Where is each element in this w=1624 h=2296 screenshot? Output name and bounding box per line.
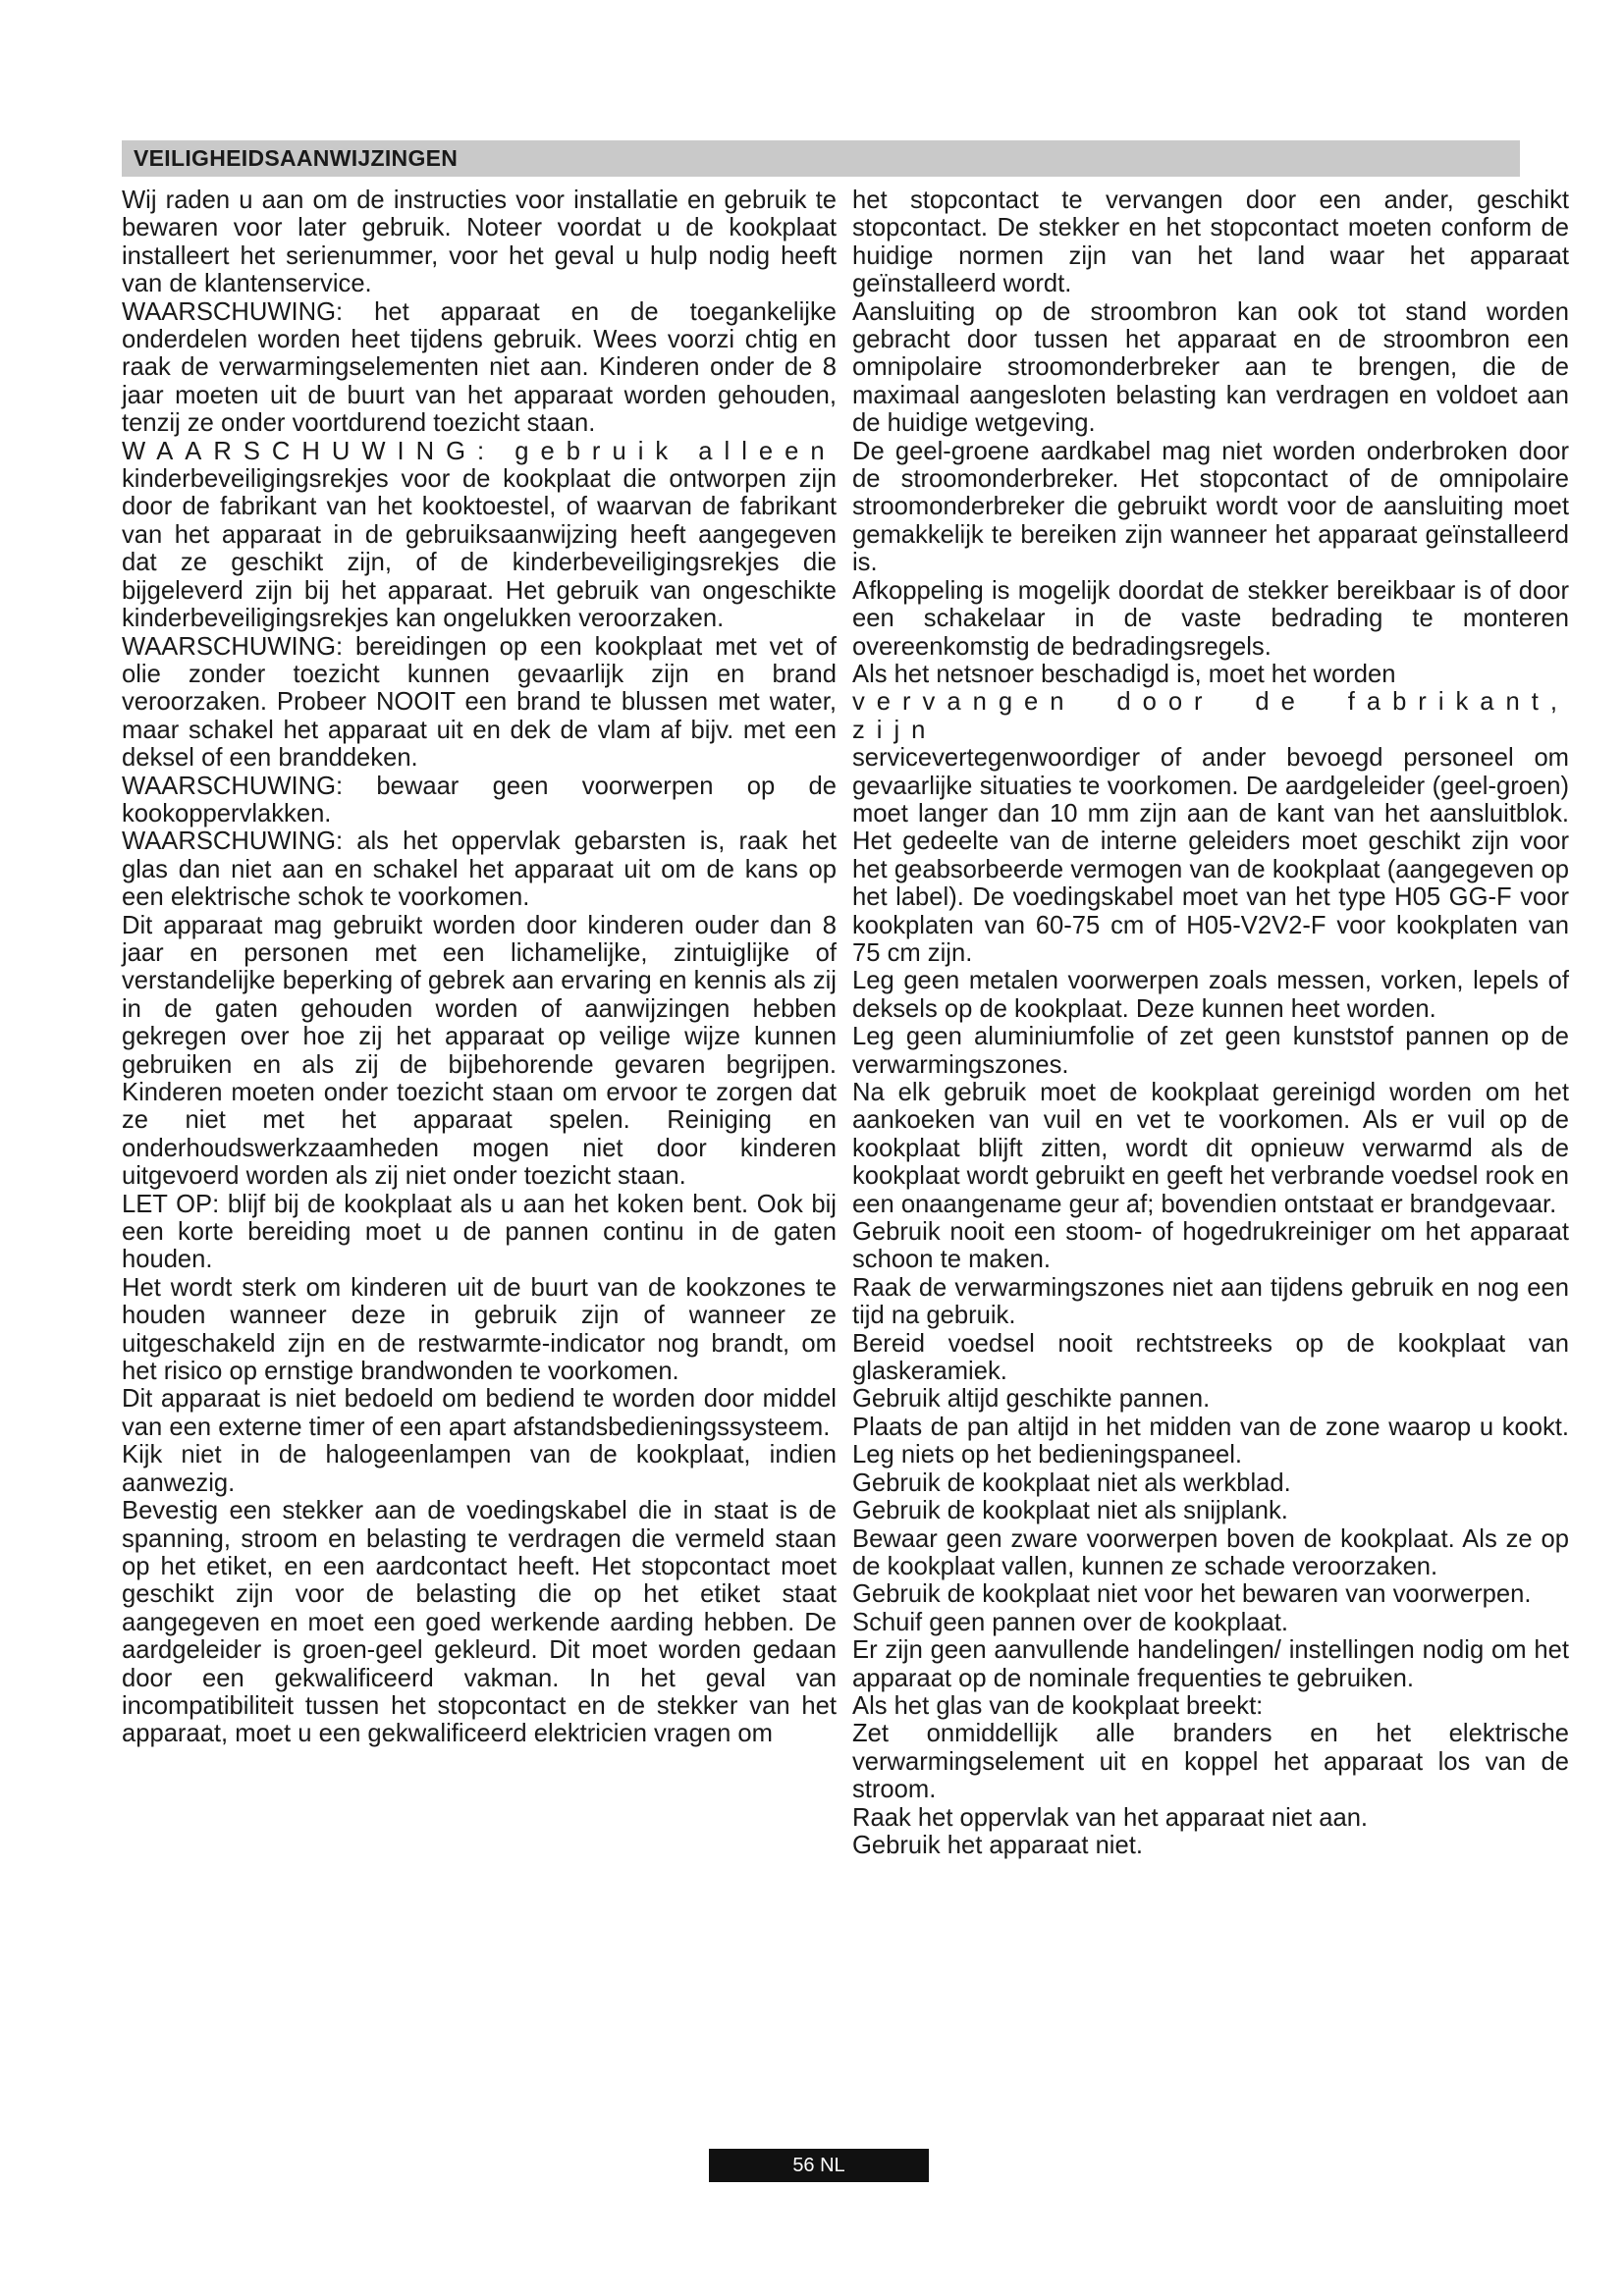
paragraph: Er zijn geen aanvullende handelingen/ instellingen nodig om het apparaat op de nominale frequenties te gebruiken. — [852, 1636, 1569, 1692]
right-text-column — [852, 187, 1569, 1859]
paragraph: Gebruik het apparaat niet. — [852, 1831, 1143, 1859]
paragraph: Plaats de pan altijd in het midden van de zone waarop u kookt. Leg niets op het bedieningspaneel. — [852, 1413, 1569, 1469]
paragraph: Dit apparaat mag gebruikt worden door kinderen ouder dan 8 jaar en personen met een lichamelijke, zintuiglijke of verstandelijke beperking of gebrek aan ervaring en kennis als zij in de gaten gehouden worden of aanwijzingen hebben gekregen over hoe zij het apparaat op veilige wijze kunnen gebruiken en als zij de bijbehorende gevaren begrijpen. Kinderen moeten onder toezicht staan om ervoor te zorgen dat ze niet met het apparaat spelen. Reiniging en onderhoudswerkzaamheden mogen niet door kinderen uitgevoerd worden als zij niet onder toezicht staan. — [122, 911, 837, 1191]
paragraph: Leg geen aluminiumfolie of zet geen kunststof pannen op de verwarmingszones. — [852, 1023, 1569, 1079]
paragraph: kinderbeveiligingsrekjes voor de kookplaat die ontworpen zijn door de fabrikant van het kooktoestel, of waarvan de fabrikant van het apparaat in de gebruiksaanwijzing heeft aangegeven dat ze geschikt zijn, of de kinderbeveiligingsrekjes die bijgeleverd zijn bij het apparaat. Het gebruik van ongeschikte kinderbeveiligingsrekjes kan ongelukken veroorzaken. — [122, 465, 837, 633]
paragraph: LET OP: blijf bij de kookplaat als u aan het koken bent. Ook bij een korte bereiding moet u de pannen continu in de gaten houden. — [122, 1190, 837, 1274]
paragraph: Bevestig een stekker aan de voedingskabel die in staat is de spanning, stroom en belasting te verdragen die vermeld staan op het etiket, en een aardcontact heeft. Het stopcontact moet geschikt zijn voor de belasting die op het etiket staat aangegeven en moet een goed werkende aarding hebben. De aardgeleider is groen-geel gekleurd. Dit moet worden gedaan door een gekwalificeerd vakman. In het geval van incompatibiliteit tussen het stopcontact en de stekker van het apparaat, moet u een gekwalificeerd elektricien vragen om — [122, 1497, 837, 1748]
section-title: VEILIGHEIDSAANWIJZINGEN — [134, 145, 459, 171]
left-text-column — [122, 187, 837, 1748]
paragraph: WAARSCHUWING: het apparaat en de toegankelijke onderdelen worden heet tijdens gebruik. Wees voorzi chtig en raak de verwarmingselementen niet aan. Kinderen onder de 8 jaar moeten uit de buurt van het apparaat worden gehouden, tenzij ze onder voortdurend toezicht staan. — [122, 297, 837, 438]
paragraph: WAARSCHUWING: als het oppervlak gebarsten is, raak het glas dan niet aan en schakel het apparaat uit om de kans op een elektrische schok te voorkomen. — [122, 828, 837, 912]
paragraph: Gebruik de kookplaat niet als snijplank. — [852, 1497, 1288, 1525]
paragraph: Leg geen metalen voorwerpen zoals messen, vorken, lepels of deksels op de kookplaat. Deze kunnen heet worden. — [852, 967, 1569, 1023]
paragraph: Als het glas van de kookplaat breekt: — [852, 1691, 1264, 1720]
paragraph: Het wordt sterk om kinderen uit de buurt van de kookzones te houden wanneer deze in gebruik zijn of wanneer ze uitgeschakeld zijn en de restwarmte-indicator nog brandt, om het risico op ernstige brandwonden te voorkomen. — [122, 1273, 837, 1386]
paragraph: WAARSCHUWING: bereidingen op een kookplaat met vet of olie zonder toezicht kunnen gevaarlijk zijn en brand veroorzaken. Probeer NOOIT een brand te blussen met water, maar schakel het apparaat uit en dek de vlam af bijv. met een deksel of een branddeken. — [122, 632, 837, 773]
page-number: 56 NL — [792, 2155, 845, 2176]
paragraph: WAARSCHUWING: bewaar geen voorwerpen op de kookoppervlakken. — [122, 772, 837, 828]
paragraph: het stopcontact te vervangen door een ander, geschikt stopcontact. De stekker en het stopcontact moeten conform de huidige normen zijn van het land waar het apparaat geïnstalleerd wordt. — [852, 187, 1569, 298]
paragraph: Schuif geen pannen over de kookplaat. — [852, 1608, 1288, 1636]
paragraph: De geel-groene aardkabel mag niet worden onderbroken door de stroomonderbreker. Het stopcontact of de omnipolaire stroomonderbreker die gebruikt wordt voor de aansluiting moet gemakkelijk te bereiken zijn wanneer het apparaat geïnstalleerd is. — [852, 437, 1569, 577]
paragraph: Kijk niet in de halogeenlampen van de kookplaat, indien aanwezig. — [122, 1441, 837, 1497]
paragraph: Zet onmiddellijk alle branders en het elektrische verwarmingselement uit en koppel het apparaat los van de stroom. — [852, 1720, 1569, 1804]
page-number-tab — [709, 2149, 929, 2182]
paragraph: Aansluiting op de stroombron kan ook tot stand worden gebracht door tussen het apparaat en de stroombron een omnipolaire stroomonderbreker aan te brengen, die de maximaal aangesloten belasting kan verdragen en voldoet aan de huidige wetgeving. — [852, 297, 1569, 438]
paragraph: Dit apparaat is niet bedoeld om bediend te worden door middel van een externe timer of een apart afstandsbedieningssysteem. — [122, 1385, 837, 1441]
paragraph: Na elk gebruik moet de kookplaat gereinigd worden om het aankoeken van vuil en vet te voorkomen. Als er vuil op de kookplaat blijft zitten, wordt dit opnieuw verwarmd als de kookplaat wordt gebruikt en geeft het verbrande voedsel rook en een onaangename geur af; bovendien ontstaat er brandgevaar. — [852, 1079, 1569, 1218]
paragraph: Afkoppeling is mogelijk doordat de stekker bereikbaar is of door een schakelaar in de vaste bedrading te monteren overeenkomstig de bedradingsregels. — [852, 576, 1569, 661]
paragraph: servicevertegenwoordiger of ander bevoegd personeel om gevaarlijke situaties te voorkomen. De aardgeleider (geel-groen) moet langer dan 10 mm zijn aan de kant van het aansluitblok. Het gedeelte van de interne geleiders moet geschikt zijn voor het geabsorbeerde vermogen van de kookplaat (aangegeven op het label). De voedingskabel moet van het type H05 GG-F voor kookplaten van 60-75 cm of H05-V2V2-F voor kookplaten van 75 cm zijn. — [852, 744, 1569, 967]
paragraph: Gebruik altijd geschikte pannen. — [852, 1385, 1211, 1414]
paragraph: Gebruik de kookplaat niet als werkblad. — [852, 1468, 1291, 1497]
paragraph: WAARSCHUWING: gebruik alleen — [122, 437, 837, 465]
paragraph: Gebruik nooit een stoom- of hogedrukreiniger om het apparaat schoon te maken. — [852, 1218, 1569, 1274]
paragraph: Raak de verwarmingszones niet aan tijdens gebruik en nog een tijd na gebruik. — [852, 1273, 1569, 1330]
paragraph: Bewaar geen zware voorwerpen boven de kookplaat. Als ze op de kookplaat vallen, kunnen ze schade veroorzaken. — [852, 1524, 1569, 1580]
paragraph: Als het netsnoer beschadigd is, moet het worden — [852, 660, 1396, 688]
paragraph: vervangen door de fabrikant, zijn — [852, 688, 1569, 744]
paragraph: Bereid voedsel nooit rechtstreeks op de kookplaat van glaskeramiek. — [852, 1329, 1569, 1386]
paragraph: Wij raden u aan om de instructies voor installatie en gebruik te bewaren voor later gebruik. Noteer voordat u de kookplaat installeert het serienummer, voor het geval u hulp nodig heeft van de klantenservice. — [122, 187, 837, 298]
section-header-bar — [122, 140, 1520, 177]
paragraph: Gebruik de kookplaat niet voor het bewaren van voorwerpen. — [852, 1580, 1532, 1609]
paragraph: Raak het oppervlak van het apparaat niet aan. — [852, 1803, 1369, 1832]
